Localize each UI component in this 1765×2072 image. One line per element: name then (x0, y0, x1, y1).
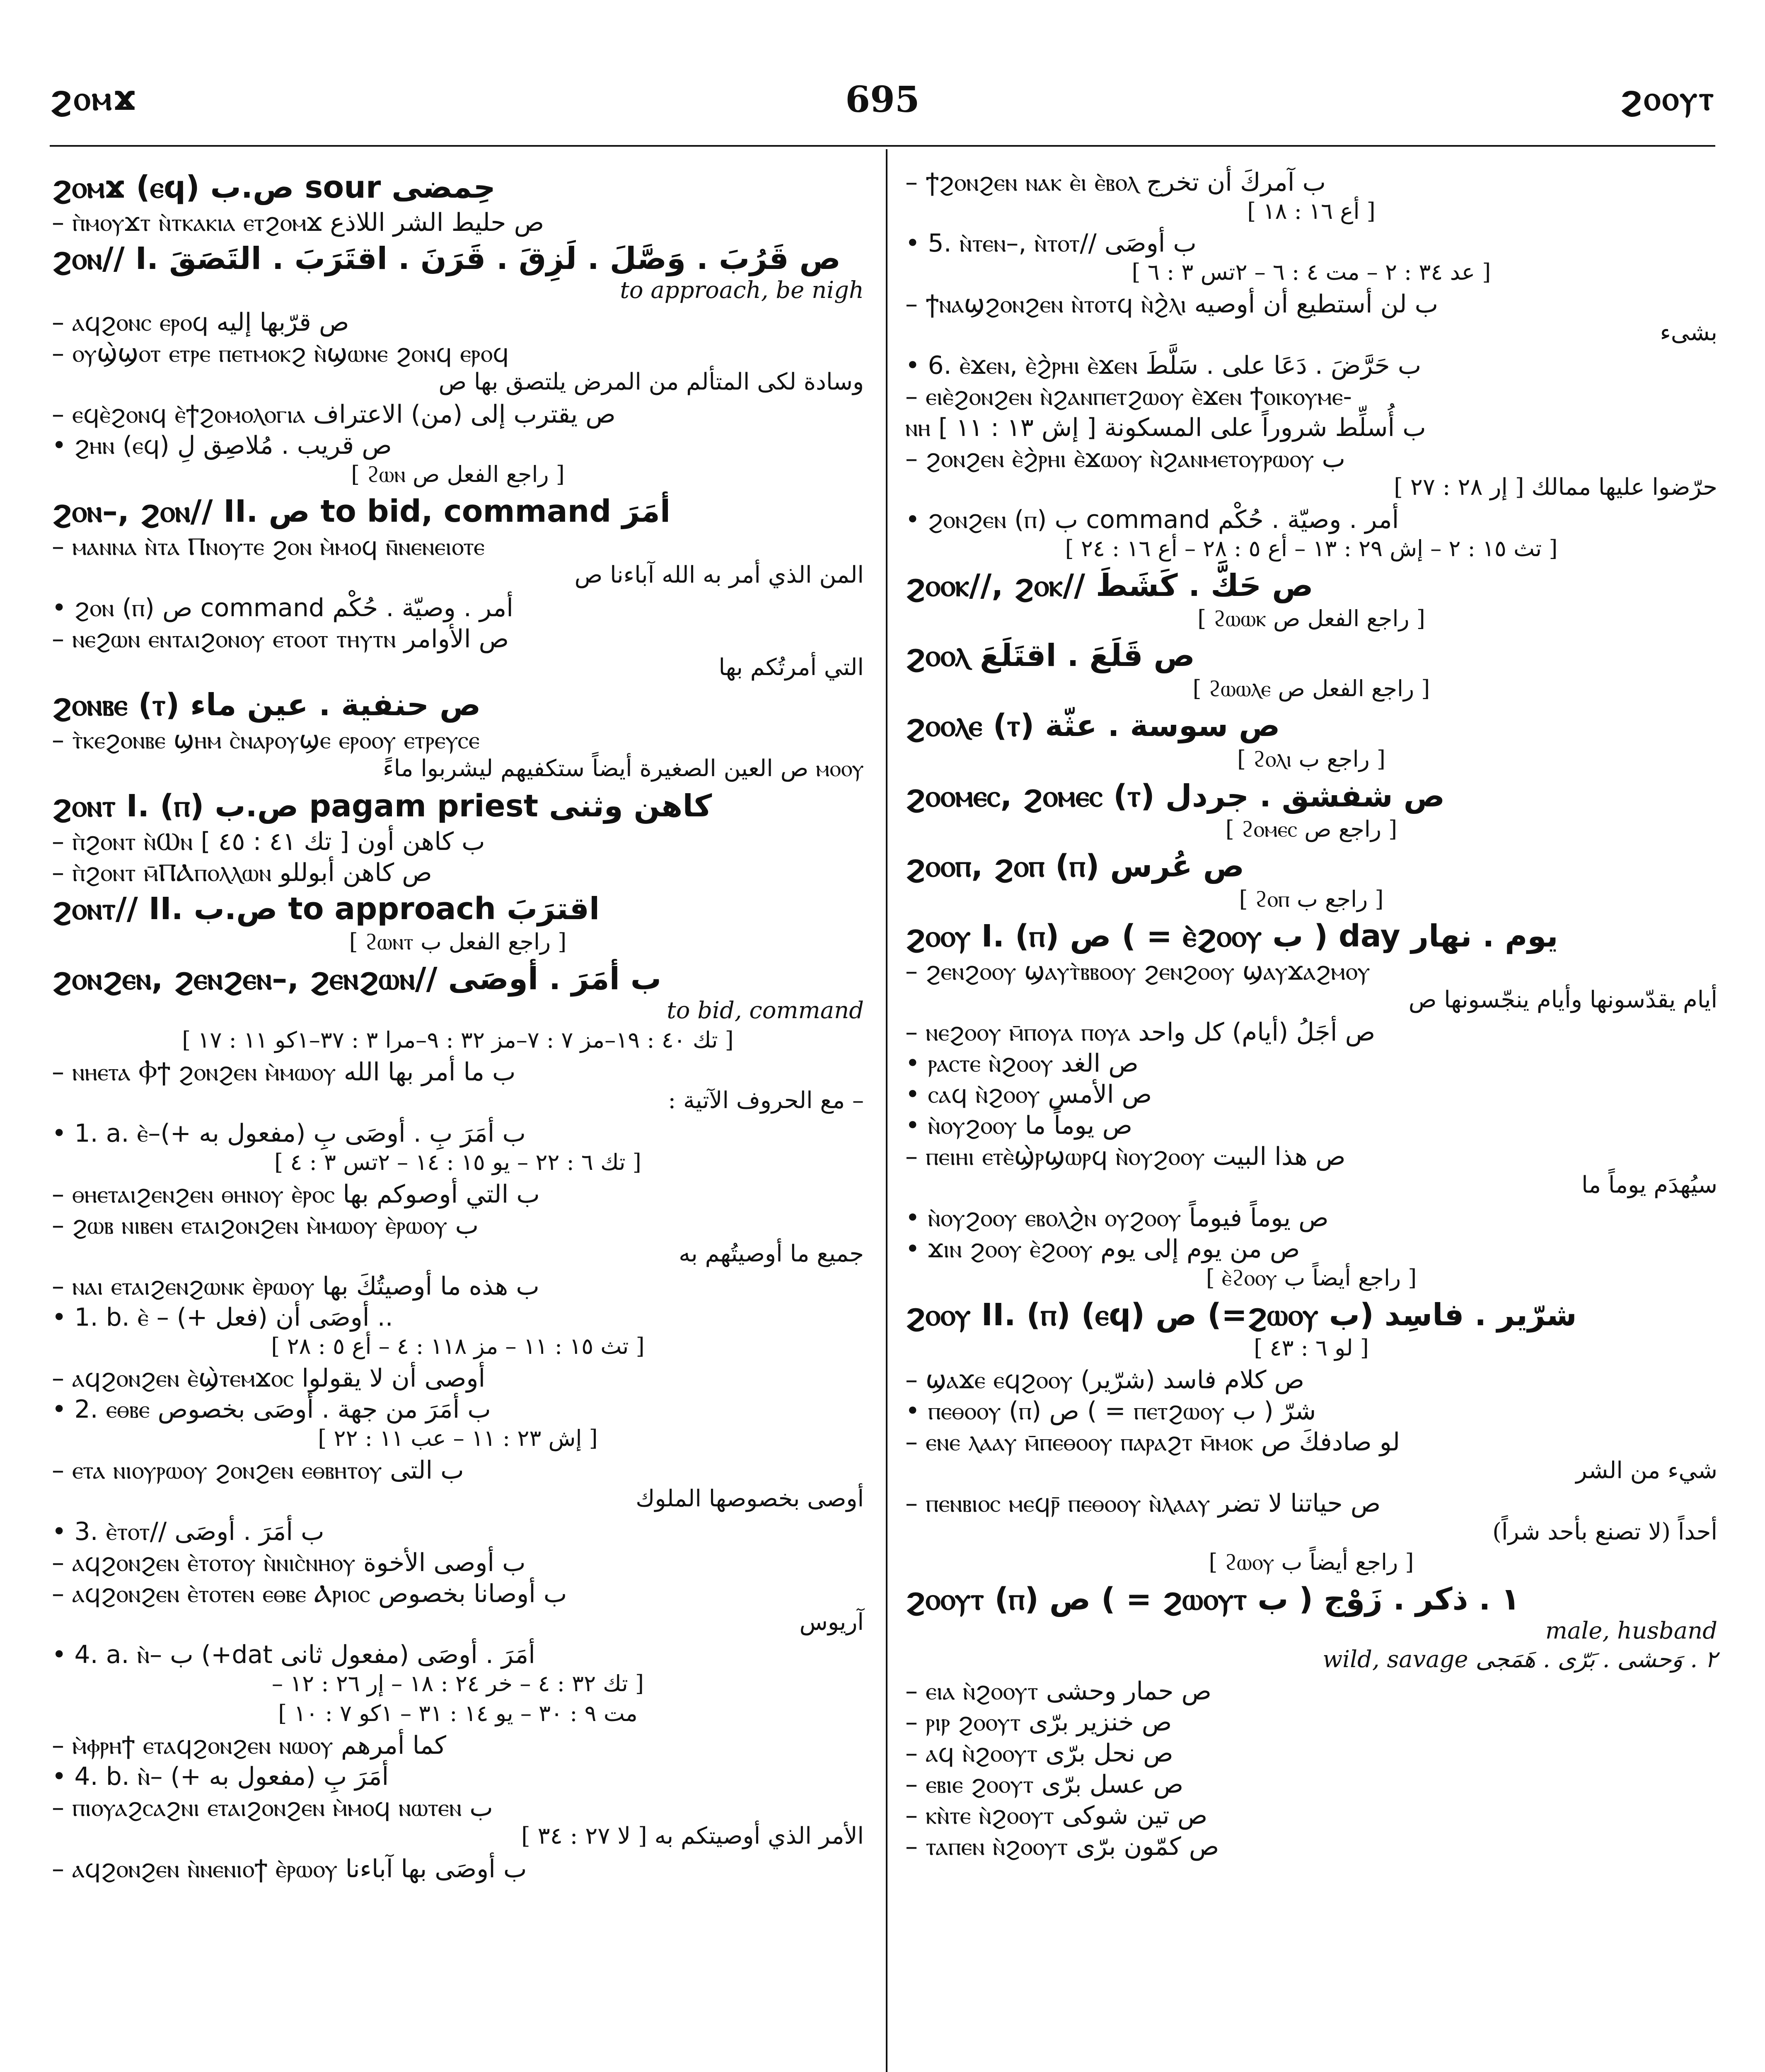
entry-main: ϩⲟⲟⲡ, ϩⲟⲡ (ⲡ) ص عُرس (905, 848, 1245, 884)
entry-refline: [ راجع الفعل ص ϩⲱⲱⲕ ] (1197, 605, 1425, 632)
entry-sub: – ⲡⲉⲛⲃⲓⲟⲥ ⲙⲉϥⲣ̄ ⲡⲉⲑⲟⲟⲩ ⲛ̀ⲗⲁⲁⲩ ص حياتنا لا تضر (905, 1489, 1381, 1518)
entry-subtxt: الأمر الذي أوصيتكم به [ لا ٢٧ : ٣٤ ] (521, 1823, 864, 1850)
entry-bullet: • 3. ⲉ̀ⲧⲟⲧ// ب أمَرَ . أوصَى (52, 1517, 324, 1546)
entry-refline: [ تث ١٥ : ١١ – مز ١١٨ : ٤ – أع ٥ : ٢٨ ] (271, 1333, 645, 1360)
entry-sub: – ⲉⲧⲁ ⲛⲓⲟⲩⲣⲱⲟⲩ ϩⲟⲛϩⲉⲛ ⲉⲑⲃⲏⲧⲟⲩ ب التى (52, 1456, 464, 1485)
column-divider (886, 149, 887, 2072)
entry-bullet: • 5. ⲛ̀ⲧⲉⲛ–, ⲛ̀ⲧⲟⲧ// ب أوصَى (905, 229, 1197, 258)
entry-main: ϩⲟⲛⲃⲉ (ⲧ) ص حنفية . عين ماء (52, 687, 481, 723)
entry-subtxt: ⲙⲟⲟⲩ ص العين الصغيرة أيضاً ستكفيهم ليشربوا ماءً (383, 755, 864, 782)
entry-sub: – ⲙⲁⲛⲛⲁ ⲛ̀ⲧⲁ Ⲡⲛⲟⲩⲧⲉ ϩⲟⲛ ⲙ̀ⲙⲟϥ ⲛ̄ⲛⲉⲛⲉⲓⲟⲧⲉ (52, 532, 485, 562)
entry-sub: ⲛⲏ ب أُسلِّط شروراً على المسكونة [ إش ١٣ : ١١ ] (905, 413, 1426, 442)
entry-main: ϩⲟⲛ–, ϩⲟⲛ// II. ص to bid, command أمَرَ (52, 494, 671, 530)
entry-main: ϩⲟⲟⲗ ص قَلَعَ . اقتَلَعَ (905, 638, 1195, 674)
entry-sub: – ⲉⲛⲉ ⲗⲁⲁⲩ ⲙ̄ⲡⲉⲑⲟⲟⲩ ⲡⲁⲣⲁϩⲧ ⲙ̄ⲙⲟⲕ لو صادفكَ ص (905, 1428, 1400, 1457)
entry-refline: [ تك ٤٠ : ١٩–مز ٧ : ٧–مز ٣٢ : ٩–مرا ٣ : ٣٧–١كو ١١ : ١٧ ] (182, 1027, 734, 1053)
entry-bullet: • ⲛ̀ⲟⲩϩⲟⲟⲩ ص يوماً ما (905, 1111, 1132, 1140)
entry-main: ϩⲟⲛⲧ I. (ⲡ) ص.ب pagam priest كاهن وثنى (52, 788, 712, 824)
entry-bullet: • ϩⲟⲛ (ⲡ) ص command أمر . وصيّة . حُكْم (52, 593, 513, 622)
entry-refline: [ راجع أيضاً ب ϩⲱⲟⲩ ] (1209, 1549, 1414, 1575)
entry-subtxt: جميع ما أوصيتُهم به (679, 1240, 864, 1267)
entry-main: ϩⲟⲟⲩⲧ (ⲡ) ص ( = ϩⲱⲟⲩⲧ ب ) ١ . ذكر . زَوْج (905, 1581, 1520, 1617)
entry-bullet: • 1. b. ⲉ̀ – (+ فعل) أوصَى أن .. (52, 1303, 393, 1332)
entry-subtxt: حرّضوا عليها ممالك [ إر ٢٨ : ٢٧ ] (1394, 473, 1717, 501)
entry-subtxt: شيء من الشر (1576, 1457, 1717, 1484)
entry-sub: – ϩⲟⲛϩⲉⲛ ⲉ̀ϩ̀ⲣⲏⲓ ⲉ̀ϫⲱⲟⲩ ⲛ̀ϩⲁⲛⲙⲉⲧⲟⲩⲣⲱⲟⲩ ب (905, 444, 1346, 473)
entry-main: ϩⲟⲟⲙⲉⲥ, ϩⲟⲙⲉⲥ (ⲧ) ص شفشق . جردل (905, 778, 1445, 814)
entry-sub: – ⲁϥϩⲟⲛⲥ ⲉⲣⲟϥ ص قرّبها إليه (52, 307, 349, 337)
entry-bullet: • ⲛ̀ⲟⲩϩⲟⲟⲩ ⲉⲃⲟⲗϩ̀ⲛ ⲟⲩϩⲟⲟⲩ ص يوماً فيوماً (905, 1203, 1329, 1232)
entry-subtxt: أوصى بخصوصها الملوك (636, 1485, 864, 1513)
entry-sub: – ⲉϥⲉ̀ϩⲟⲛϥ ⲉ̀ϯϩⲟⲙⲟⲗⲟⲅⲓⲁ ص يقترب إلى (من) الاعتراف (52, 399, 616, 429)
entry-refline: مت ٩ : ٣٠ – يو ١٤ : ٣١ – ١كو ٧ : ١٠ ] (278, 1700, 638, 1727)
entry-subtxt: وسادة لكى المتألم من المرض يلتصق بها ص (438, 368, 864, 395)
right-column (905, 166, 1717, 1861)
entry-refline: [ تك ٣٢ : ٤ – خر ٢٤ : ١٨ – إر ٢٦ : ١٢ – (271, 1670, 644, 1697)
entry-eng: male, husband (1545, 1617, 1717, 1645)
entry-sub: – ⲉⲓⲁ ⲛ̀ϩⲟⲟⲩⲧ ص حمار وحشى (905, 1676, 1212, 1706)
header-right-word: ϩⲟⲟⲩⲧ (1620, 79, 1715, 118)
entry-sub: – ⲟⲩϣ̀ϣⲟⲧ ⲉⲧⲣⲉ ⲡⲉⲧⲙⲟⲕϩ ⲛ̀ϣⲱⲛⲉ ϩⲟⲛϥ ⲉⲣⲟϥ (52, 339, 509, 368)
entry-refline: [ راجع أيضاً ب ⲉ̀ϩⲟⲟⲩ ] (1206, 1264, 1417, 1291)
entry-sub: – ⲡ̀ϩⲟⲛⲧ ⲛ̀Ⲱⲛ ب كاهن أون [ تك ٤١ : ٤٥ ] (52, 827, 485, 856)
entry-subtxt: أيام يقدّسونها وأيام ينجّسونها ص (1408, 986, 1717, 1014)
entry-bullet: • ϩⲟⲛϩⲉⲛ (ⲡ) ب command أمر . وصيّة . حُكْم (905, 505, 1399, 534)
entry-sub: – ϣⲁϫⲉ ⲉϥϩⲟⲟⲩ ص كلام فاسد (شرّير) (905, 1365, 1305, 1395)
page-header (50, 79, 1715, 133)
entry-main: ϩⲟⲟⲩ I. (ⲡ) ص ( = ⲉ̀ϩⲟⲟⲩ ب ) day يوم . نهار (905, 918, 1558, 954)
entry-eng: to bid, command (667, 997, 864, 1024)
entry-subtxt: المن الذي أمر به الله آباءنا ص (574, 562, 864, 589)
entry-sub: – ⲙ̀ⲫⲣⲏϯ ⲉⲧⲁϥϩⲟⲛϩⲉⲛ ⲛⲱⲟⲩ كما أمرهم (52, 1731, 447, 1760)
entry-sub: – ⲑⲏⲉⲧⲁⲓϩⲉⲛϩⲉⲛ ⲑⲏⲛⲟⲩ ⲉ̀ⲣⲟⲥ ب التي أوصوكم بها (52, 1179, 540, 1209)
entry-bullet: • 4. b. ⲛ̀– (+ مفعول به) أمَرَ بِ (52, 1762, 389, 1791)
entry-bullet: • 6. ⲉ̀ϫⲉⲛ, ⲉ̀ϩ̀ⲣⲏⲓ ⲉ̀ϫⲉⲛ ب حَرَّضَ . دَعَا على . سَلَّطَ (905, 351, 1422, 380)
entry-refline: [ تك ٦ : ٢٢ – يو ١٥ : ١٤ – ٢تس ٣ : ٤ ] (274, 1149, 641, 1175)
entry-subtxt: بشىء (1660, 319, 1717, 346)
entry-refline: [ راجع ب ϩⲟⲗⲓ ] (1237, 746, 1385, 772)
entry-refline: [ عد ٣٤ : ٢ – مت ٤ : ٦ – ٢تس ٣ : ٦ ] (1132, 259, 1491, 286)
entry-bullet: • ⲡⲉⲑⲟⲟⲩ (ⲡ) ص ( = ⲡⲉⲧϩⲱⲟⲩ ب ) شرّ (905, 1397, 1316, 1426)
entry-sub: – ⲁϥϩⲟⲛϩⲉⲛ ⲉ̀ⲧⲟⲧⲉⲛ ⲉⲑⲃⲉ Ⲁⲣⲓⲟⲥ ب أوصانا بخصوص (52, 1579, 567, 1608)
entry-subtxt: سيُهدَم يوماً ما (1581, 1172, 1717, 1199)
entry-sub: – ⲧ̀ⲕⲉϩⲟⲛⲃⲉ ϣⲏⲙ ⲥ̀ⲛⲁⲣⲟⲩϣⲉ ⲉⲣⲟⲟⲩ ⲉⲧⲣⲉⲩⲥⲉ (52, 726, 480, 755)
entry-sub: – ϯⲛⲁϣϩⲟⲛϩⲉⲛ ⲛ̀ⲧⲟⲧϥ ⲛ̀ϩ̀ⲗⲓ ب لن أستطيع أن أوصيه (905, 290, 1439, 319)
entry-sub: – ⲣⲓⲣ ϩⲟⲟⲩⲧ ص خنزير برّى (905, 1707, 1172, 1737)
entry-sub: – ⲡⲉⲓⲏⲓ ⲉⲧⲉ̀ϣ̀ⲣϣⲱⲣϥ ⲛ̀ⲟⲩϩⲟⲟⲩ ص هذا البيت (905, 1142, 1346, 1172)
page-number: 695 (845, 79, 920, 121)
entry-refline: [ راجع الفعل ص ϩⲱⲛ ] (351, 461, 565, 487)
entry-sub: – ⲛⲁⲓ ⲉⲧⲁⲓϩⲉⲛϩⲱⲛⲕ ⲉ̀ⲣⲱⲟⲩ ب هذه ما أوصيتُكَ بها (52, 1272, 539, 1301)
entry-refline: [ راجع الفعل ب ϩⲱⲛⲧ ] (349, 928, 567, 955)
left-column (52, 166, 864, 1883)
entry-sub: – ⲉⲓⲉ̀ϩⲟⲛϩⲉⲛ ⲛ̀ϩⲁⲛⲡⲉⲧϩⲱⲟⲩ ⲉ̀ϫⲉⲛ ϯⲟⲓⲕⲟⲩⲙⲉ- (905, 382, 1352, 411)
entry-sub: – ⲡ̀ⲙⲟⲩϫⲧ ⲛ̀ⲧⲕⲁⲕⲓⲁ ⲉⲧϩⲟⲙϫ ص حليط الشر اللاذع (52, 208, 544, 237)
entry-refline: [ راجع ب ϩⲟⲡ ] (1239, 886, 1384, 912)
entry-refline: [ لو ٦ : ٤٣ ] (1254, 1335, 1369, 1361)
entry-bullet: • 4. a. ⲛ̀– ب (+dat مفعول ثانى) أمَرَ . أوصَى (52, 1640, 535, 1670)
entry-sub: – ϩⲱⲃ ⲛⲓⲃⲉⲛ ⲉⲧⲁⲓϩⲟⲛϩⲉⲛ ⲙ̀ⲙⲱⲟⲩ ⲉ̀ⲣⲱⲟⲩ ب (52, 1210, 479, 1240)
entry-eng: to approach, be nigh (620, 277, 864, 304)
entry-sub: – ⲛⲉϩⲟⲟⲩ ⲙ̄ⲡⲟⲩⲁ ⲡⲟⲩⲁ ص أجَلُ (أيام) كل واحد (905, 1018, 1376, 1047)
entry-subtxt: التي أمرتُكم بها (718, 654, 864, 681)
entry-sub: – ⲛⲏⲉⲧⲁ Ⲫϯ ϩⲟⲛϩⲉⲛ ⲙ̀ⲙⲱⲟⲩ ب ما أمر بها الله (52, 1058, 516, 1087)
entry-main: ϩⲟⲙϫ (ⲉϥ) ص.ب sour حِمضى (52, 169, 496, 205)
entry-sub: – ⲉⲃⲓⲉ ϩⲟⲟⲩⲧ ص عسل برّى (905, 1769, 1184, 1799)
entry-sub: – ⲛⲉϩⲱⲛ ⲉⲛⲧⲁⲓϩⲟⲛⲟⲩ ⲉⲧⲟⲟⲧ ⲧⲏⲩⲧⲛ ص الأوامر (52, 624, 509, 654)
entry-main: ϩⲟⲛϩⲉⲛ, ϩⲉⲛϩⲉⲛ–, ϩⲉⲛϩⲱⲛ// ب أمَرَ . أوصَى (52, 961, 662, 997)
entry-bullet: • 1. a. ⲉ̀–(+ مفعول به) ب أمَرَ بِ . أوصَى بِ (52, 1118, 526, 1148)
entry-bullet: • ⲥⲁϥ ⲛ̀ϩⲟⲟⲩ ص الأمس (905, 1080, 1152, 1109)
entry-bullet: • ⲣⲁⲥⲧⲉ ⲛ̀ϩⲟⲟⲩ ص الغد (905, 1049, 1139, 1078)
entry-main: ϩⲟⲟⲗⲉ (ⲧ) ص سوسة . عثّة (905, 708, 1280, 744)
header-rule (50, 145, 1715, 147)
entry-sub: – ⲧⲁⲡⲉⲛ ⲛ̀ϩⲟⲟⲩⲧ ص كمّون برّى (905, 1832, 1219, 1861)
entry-refline: [ أع ١٦ : ١٨ ] (1247, 198, 1376, 224)
entry-sub: – ⲡⲓⲟⲩⲁϩⲥⲁϩⲛⲓ ⲉⲧⲁⲓϩⲟⲛϩⲉⲛ ⲙ̀ⲙⲟϥ ⲛⲱⲧⲉⲛ ب (52, 1793, 493, 1823)
entry-refline: [ راجع الفعل ص ϩⲱⲱⲗⲉ ] (1192, 675, 1430, 702)
entry-sub: – ⲁϥϩⲟⲛϩⲉⲛ ⲉ̀ϣ̀ⲧⲉⲙϫⲟⲥ أوصى أن لا يقولوا (52, 1364, 486, 1393)
entry-subtxt: أحداً (لا تصنع بأحد شراً) (1492, 1518, 1717, 1545)
entry-sub: – ⲡ̀ϩⲟⲛⲧ ⲙ̄ⲠⲀⲡⲟⲗⲗⲱⲛ ص كاهن أبوللو (52, 858, 432, 887)
entry-main: ϩⲟⲛ// I. ص قَرُبَ . وَصَّلَ . لَزِقَ . قَرَنَ . اقتَرَبَ . التَصَقَ (52, 241, 841, 277)
entry-subtxt: – مع الحروف الآتية : (668, 1087, 864, 1114)
entry-sub: – ⲁϥ ⲛ̀ϩⲟⲟⲩⲧ ص نحل برّى (905, 1738, 1173, 1768)
entry-main: ϩⲟⲟⲩ II. (ⲡ) (ⲉϥ) ص (=ϩⲱⲟⲩ ب) شرّير . فاسِد (905, 1297, 1577, 1333)
entry-bullet: • ϩⲏⲛ (ⲉϥ) ص قريب . مُلاصِق لِ (52, 431, 392, 460)
entry-main: ϩⲟⲛⲧ// II. ص.ب to approach اقترَبَ (52, 891, 600, 927)
entry-main: ϩⲟⲟⲕ//, ϩⲟⲕ// ص حَكَّ . كَشَطَ (905, 568, 1313, 604)
header-left-word: ϩⲟⲙϫ (50, 79, 138, 118)
entry-refline: [ راجع ص ϩⲟⲙⲉⲥ ] (1225, 816, 1397, 842)
entry-sub: – ⲁϥϩⲟⲛϩⲉⲛ ⲛ̀ⲛⲉⲛⲓⲟϯ ⲉ̀ⲣⲱⲟⲩ ب أوصَى بها آباءنا (52, 1854, 527, 1883)
entry-sub: – ϩⲉⲛϩⲟⲟⲩ ϣⲁⲩⲧ̀ⲃⲃⲟⲟⲩ ϩⲉⲛϩⲟⲟⲩ ϣⲁⲩϫⲁϩⲙⲟⲩ (905, 957, 1370, 986)
entry-subtxt: آريوس (799, 1608, 864, 1636)
entry-refline: [ تث ١٥ : ٢ – إش ٢٩ : ١٣ – أع ٥ : ٢٨ – أع ١٦ : ٢٤ ] (1065, 535, 1558, 562)
entry-sub: – ⲕⲛ̀ⲧⲉ ⲛ̀ϩⲟⲟⲩⲧ ص تين شوكى (905, 1801, 1208, 1830)
entry-bullet: • ϫⲓⲛ ϩⲟⲟⲩ ⲉ̀ϩⲟⲟⲩ ص من يوم إلى يوم (905, 1234, 1300, 1264)
entry-sub: – ϯϩⲟⲛϩⲉⲛ ⲛⲁⲕ ⲉ̀ⲓ ⲉ̀ⲃⲟⲗ ب آمركَ أن تخرج (905, 168, 1326, 197)
entry-refline: [ إش ٢٣ : ١١ – عب ١١ : ٢٢ ] (318, 1425, 598, 1452)
entry-bullet: • 2. ⲉⲑⲃⲉ ب أمَرَ من جهة . أوصَى بخصوص (52, 1395, 491, 1424)
entry-sub: – ⲁϥϩⲟⲛϩⲉⲛ ⲉ̀ⲧⲟⲧⲟⲩ ⲛ̀ⲛⲓⲥ̀ⲛⲏⲟⲩ ب أوصى الأخوة (52, 1548, 526, 1577)
entry-eng: wild, savage ٢ . وَحشى . بَرّى . هَمَجى (1323, 1646, 1717, 1673)
